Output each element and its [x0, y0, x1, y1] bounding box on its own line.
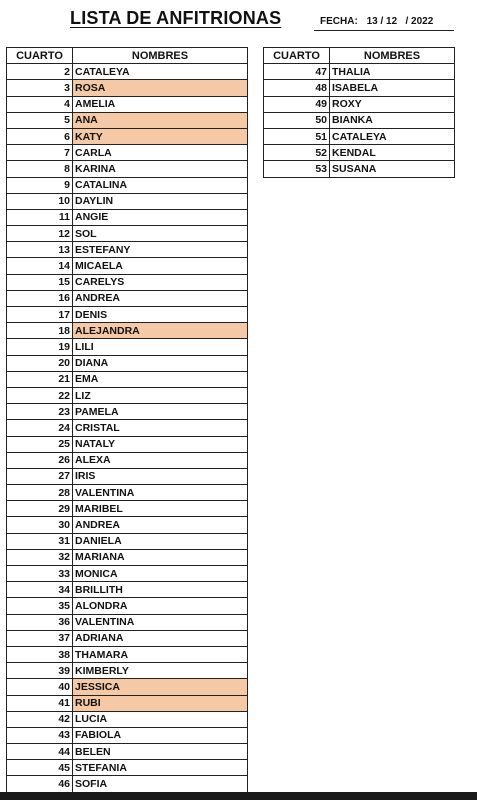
room-number: 44 — [7, 744, 73, 760]
room-number: 28 — [7, 485, 73, 501]
room-number: 15 — [7, 274, 73, 290]
room-number: 45 — [7, 760, 73, 776]
table-row — [264, 112, 455, 128]
table-row — [7, 387, 248, 403]
hostess-name: CATALINA — [73, 177, 248, 193]
hostess-name: LIZ — [73, 387, 248, 403]
hostess-name: THAMARA — [73, 646, 248, 662]
room-number: 40 — [7, 679, 73, 695]
hostess-name: IRIS — [73, 468, 248, 484]
room-number: 29 — [7, 501, 73, 517]
bottom-edge — [0, 792, 477, 800]
table-row — [7, 177, 248, 193]
hostess-name: NATALY — [73, 436, 248, 452]
table-row — [7, 646, 248, 662]
hostess-name: ROSA — [73, 80, 248, 96]
hostess-name: CATALEYA — [73, 64, 248, 80]
table-row — [7, 161, 248, 177]
column-header-cuarto: CUARTO — [264, 48, 330, 64]
table-row — [7, 549, 248, 565]
table-row — [264, 96, 455, 112]
hostess-name: CATALEYA — [330, 128, 455, 144]
hostess-name: MICAELA — [73, 258, 248, 274]
hostess-name: CRISTAL — [73, 420, 248, 436]
room-number: 41 — [7, 695, 73, 711]
table-row — [7, 307, 248, 323]
hostess-name: BELEN — [73, 744, 248, 760]
room-number: 42 — [7, 711, 73, 727]
hostess-name: CARLA — [73, 145, 248, 161]
room-number: 10 — [7, 193, 73, 209]
room-number: 16 — [7, 290, 73, 306]
table-row — [7, 760, 248, 776]
table-row — [7, 420, 248, 436]
table-row — [7, 290, 248, 306]
table-row — [7, 744, 248, 760]
room-number: 51 — [264, 128, 330, 144]
hostess-name: DIANA — [73, 355, 248, 371]
room-number: 5 — [7, 112, 73, 128]
room-number: 24 — [7, 420, 73, 436]
table-row — [7, 404, 248, 420]
table-row — [7, 630, 248, 646]
column-header-cuarto: CUARTO — [7, 48, 73, 64]
hostess-name: ALEJANDRA — [73, 323, 248, 339]
room-number: 6 — [7, 128, 73, 144]
room-number: 27 — [7, 468, 73, 484]
date-value: 13 / 12 / 2022 — [366, 16, 434, 27]
table-row — [264, 80, 455, 96]
hostess-name: KIMBERLY — [73, 663, 248, 679]
room-number: 4 — [7, 96, 73, 112]
column-header-nombres: NOMBRES — [73, 48, 248, 64]
table-row — [7, 96, 248, 112]
hostess-name: KARINA — [73, 161, 248, 177]
table-row — [7, 355, 248, 371]
room-number: 35 — [7, 598, 73, 614]
hostess-name: ANA — [73, 112, 248, 128]
room-number: 37 — [7, 630, 73, 646]
table-row — [7, 695, 248, 711]
hostess-name: SOL — [73, 226, 248, 242]
hostess-name: ALONDRA — [73, 598, 248, 614]
table-row — [7, 226, 248, 242]
hostess-name: MONICA — [73, 566, 248, 582]
room-number: 18 — [7, 323, 73, 339]
hostess-name: MARIANA — [73, 549, 248, 565]
table-row — [7, 663, 248, 679]
table-row — [7, 582, 248, 598]
table-row — [7, 193, 248, 209]
hostess-name: THALIA — [330, 64, 455, 80]
room-number: 20 — [7, 355, 73, 371]
hostess-name: PAMELA — [73, 404, 248, 420]
hostess-name: ROXY — [330, 96, 455, 112]
table-row — [7, 614, 248, 630]
table-header-row — [7, 48, 248, 64]
room-number: 25 — [7, 436, 73, 452]
room-number: 30 — [7, 517, 73, 533]
hostess-name: MARIBEL — [73, 501, 248, 517]
hostess-name: ALEXA — [73, 452, 248, 468]
table-row — [7, 112, 248, 128]
date-label: FECHA: — [320, 16, 358, 27]
table-row — [7, 274, 248, 290]
room-number: 12 — [7, 226, 73, 242]
room-number: 31 — [7, 533, 73, 549]
table-row — [7, 258, 248, 274]
hostess-name: BRILLITH — [73, 582, 248, 598]
hostess-name: SOFIA — [73, 776, 248, 792]
table-row — [7, 80, 248, 96]
table-header-row — [264, 48, 455, 64]
room-number: 52 — [264, 145, 330, 161]
hostess-name: FABIOLA — [73, 727, 248, 743]
table-row — [264, 128, 455, 144]
table-row — [7, 323, 248, 339]
hostess-name: KENDAL — [330, 145, 455, 161]
room-number: 11 — [7, 209, 73, 225]
room-number: 47 — [264, 64, 330, 80]
hostess-name: JESSICA — [73, 679, 248, 695]
hostess-name: BIANKA — [330, 112, 455, 128]
room-number: 23 — [7, 404, 73, 420]
room-number: 21 — [7, 371, 73, 387]
column-header-nombres: NOMBRES — [330, 48, 455, 64]
table-row — [7, 598, 248, 614]
hostess-name: STEFANIA — [73, 760, 248, 776]
room-number: 34 — [7, 582, 73, 598]
table-row — [7, 679, 248, 695]
room-number: 26 — [7, 452, 73, 468]
room-number: 38 — [7, 646, 73, 662]
hostess-name: ESTEFANY — [73, 242, 248, 258]
hostess-name: DANIELA — [73, 533, 248, 549]
hostess-name: SUSANA — [330, 161, 455, 177]
room-number: 48 — [264, 80, 330, 96]
hostess-name: ANDREA — [73, 290, 248, 306]
hostess-name: ANDREA — [73, 517, 248, 533]
table-row — [7, 711, 248, 727]
date-field — [320, 16, 433, 27]
table-row — [7, 128, 248, 144]
room-number: 32 — [7, 549, 73, 565]
table-row — [7, 242, 248, 258]
table-row — [7, 436, 248, 452]
table-row — [7, 485, 248, 501]
room-number: 9 — [7, 177, 73, 193]
page-title: LISTA DE ANFITRIONAS — [70, 8, 282, 28]
hostess-name: DAYLIN — [73, 193, 248, 209]
table-row — [264, 161, 455, 177]
table-row — [7, 468, 248, 484]
table-row — [7, 566, 248, 582]
hostess-name: DENIS — [73, 307, 248, 323]
table-row — [7, 501, 248, 517]
hostess-name: KATY — [73, 128, 248, 144]
room-number: 53 — [264, 161, 330, 177]
table-row — [7, 145, 248, 161]
hostess-name: VALENTINA — [73, 485, 248, 501]
table-row — [7, 452, 248, 468]
table-row — [7, 517, 248, 533]
room-number: 17 — [7, 307, 73, 323]
document-header — [0, 0, 477, 44]
room-number: 7 — [7, 145, 73, 161]
hostess-name: AMELIA — [73, 96, 248, 112]
room-number: 2 — [7, 64, 73, 80]
room-number: 50 — [264, 112, 330, 128]
hostess-table-right — [263, 47, 455, 178]
room-number: 22 — [7, 387, 73, 403]
table-row — [264, 64, 455, 80]
table-row — [264, 145, 455, 161]
hostess-name: CARELYS — [73, 274, 248, 290]
hostess-name: LUCIA — [73, 711, 248, 727]
room-number: 43 — [7, 727, 73, 743]
table-row — [7, 64, 248, 80]
room-number: 49 — [264, 96, 330, 112]
hostess-name: VALENTINA — [73, 614, 248, 630]
table-row — [7, 727, 248, 743]
table-row — [7, 776, 248, 792]
table-row — [7, 339, 248, 355]
room-number: 36 — [7, 614, 73, 630]
hostess-name: ADRIANA — [73, 630, 248, 646]
hostess-name: RUBI — [73, 695, 248, 711]
date-underline — [314, 30, 454, 31]
table-row — [7, 371, 248, 387]
room-number: 39 — [7, 663, 73, 679]
room-number: 33 — [7, 566, 73, 582]
room-number: 13 — [7, 242, 73, 258]
table-row — [7, 533, 248, 549]
hostess-name: ISABELA — [330, 80, 455, 96]
room-number: 46 — [7, 776, 73, 792]
hostess-name: LILI — [73, 339, 248, 355]
hostess-name: EMA — [73, 371, 248, 387]
room-number: 3 — [7, 80, 73, 96]
room-number: 19 — [7, 339, 73, 355]
table-row — [7, 209, 248, 225]
room-number: 14 — [7, 258, 73, 274]
hostess-name: ANGIE — [73, 209, 248, 225]
room-number: 8 — [7, 161, 73, 177]
hostess-table-left — [6, 47, 248, 793]
